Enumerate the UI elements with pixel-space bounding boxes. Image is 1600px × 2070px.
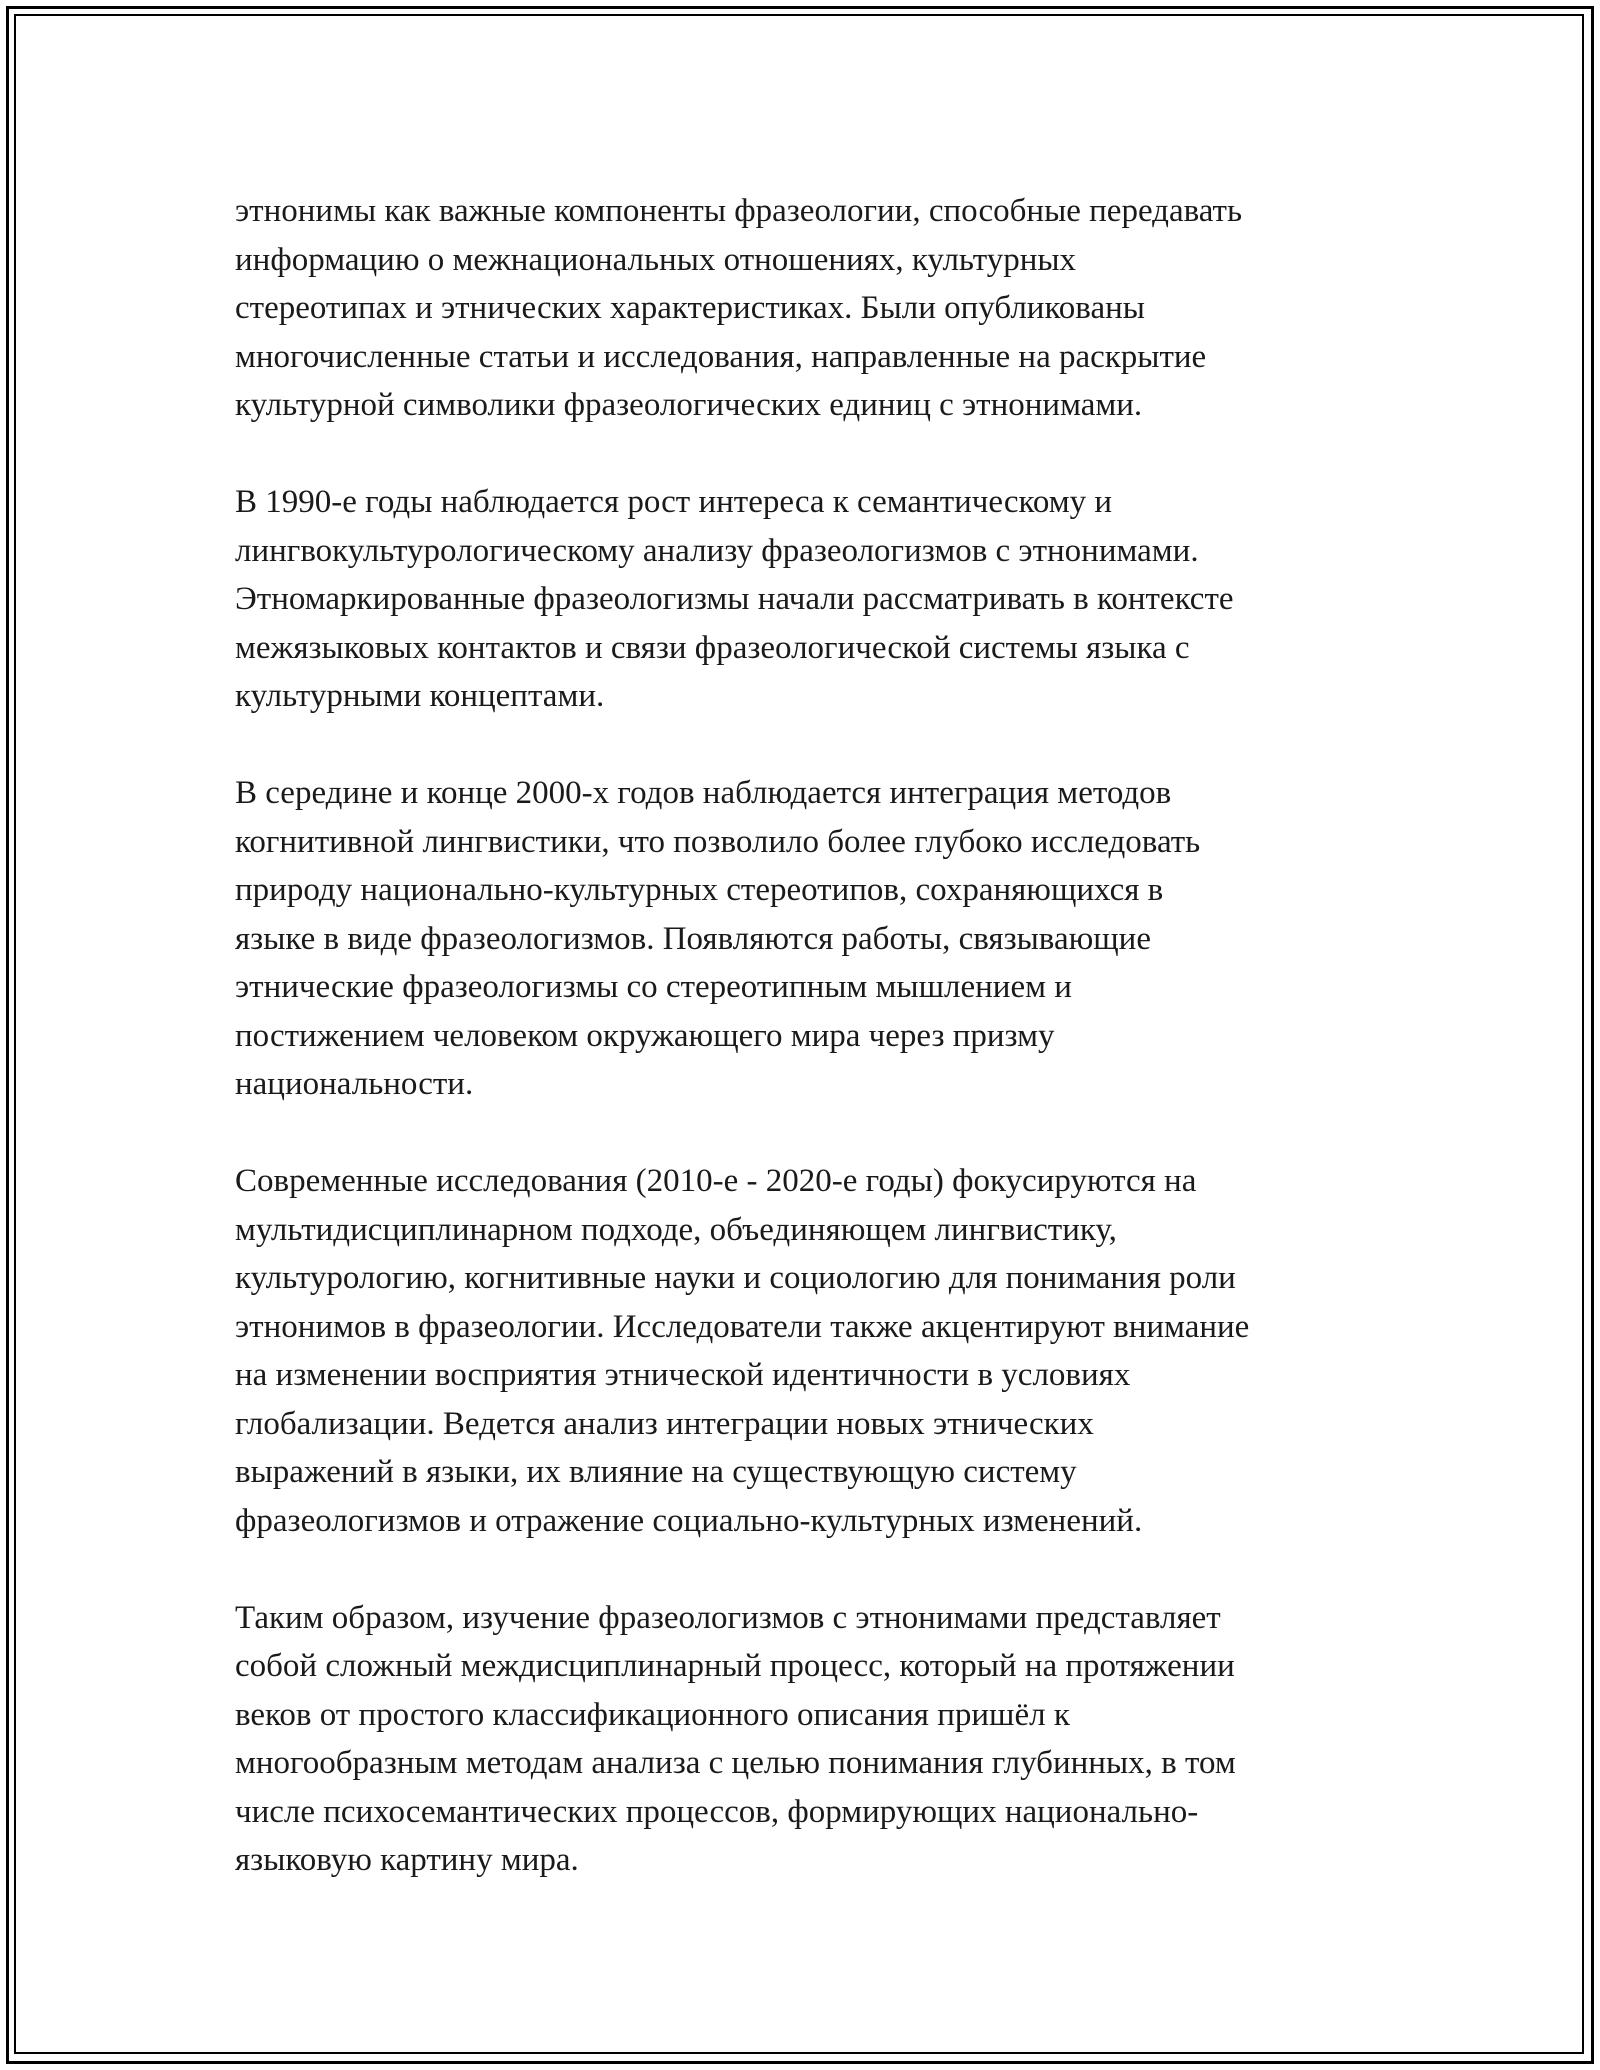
paragraph-1 [235,187,1385,430]
text-line: мультидисциплинарном подходе, объединяющем лингвистику, [235,1211,1117,1248]
text-line: собой сложный междисциплинарный процесс, который на протяжении [235,1648,1235,1684]
paragraph-4 [235,1157,1385,1545]
text-line: лингвокультурологическому анализу фразеологизмов с этнонимами. [235,532,1199,569]
text-line: веков от простого классификационного описания пришёл к [235,1696,1070,1733]
text-line: Современные исследования (2010-е - 2020-е годы) фокусируются на [235,1163,1197,1199]
text-line: многообразным методам анализа с целью понимания глубинных, в том [235,1745,1236,1781]
document-body [235,187,1385,1933]
text-line: этнические фразеологизмы со стереотипным мышлением и [235,969,1072,1005]
text-line: выражений в языки, их влияние на существующую систему [235,1454,1077,1490]
text-line: фразеологизмов и отражение социально-культурных изменений. [235,1502,1143,1539]
paragraph-3 [235,769,1385,1109]
text-line: языке в виде фразеологизмов. Появляются работы, связывающие [235,920,1151,957]
text-line: постижением человеком окружающего мира через призму [235,1017,1055,1054]
text-line: Таким образом, изучение фразеологизмов с этнонимами представляет [235,1599,1221,1636]
text-line: межязыковых контактов и связи фразеологической системы языка с [235,629,1190,666]
text-line: когнитивной лингвистики, что позволило более глубоко исследовать [235,823,1201,860]
text-line: языковую картину мира. [235,1842,579,1878]
text-line: на изменении восприятия этнической идентичности в условиях [235,1357,1131,1393]
text-line: культурной символики фразеологических единиц с этнонимами. [235,387,1143,423]
paragraph-2 [235,478,1385,721]
text-line: стереотипах и этнических характеристиках. Были опубликованы [235,290,1145,326]
text-line: Этномаркированные фразеологизмы начали рассматривать в контексте [235,581,1234,617]
text-line: природу национально-культурных стереотипов, сохраняющихся в [235,872,1164,908]
text-line: В середине и конце 2000-х годов наблюдается интеграция методов [235,775,1172,811]
paragraph-5 [235,1594,1385,1885]
text-line: многочисленные статьи и исследования, направленные на раскрытие [235,338,1207,375]
text-line: глобализации. Ведется анализ интеграции новых этнических [235,1405,1094,1442]
text-line: национальности. [235,1066,474,1102]
text-line: культурологию, когнитивные науки и социологию для понимания роли [235,1260,1236,1296]
text-line: информацию о межнациональных отношениях, культурных [235,241,1077,278]
text-line: числе психосемантических процессов, формирующих национально- [235,1793,1199,1830]
text-line: этнонимов в фразеологии. Исследователи также акцентируют внимание [235,1308,1250,1345]
text-line: этнонимы как важные компоненты фразеологии, способные передавать [235,193,1242,229]
text-line: В 1990-е годы наблюдается рост интереса к семантическому и [235,484,1113,520]
text-line: культурными концептами. [235,678,605,714]
